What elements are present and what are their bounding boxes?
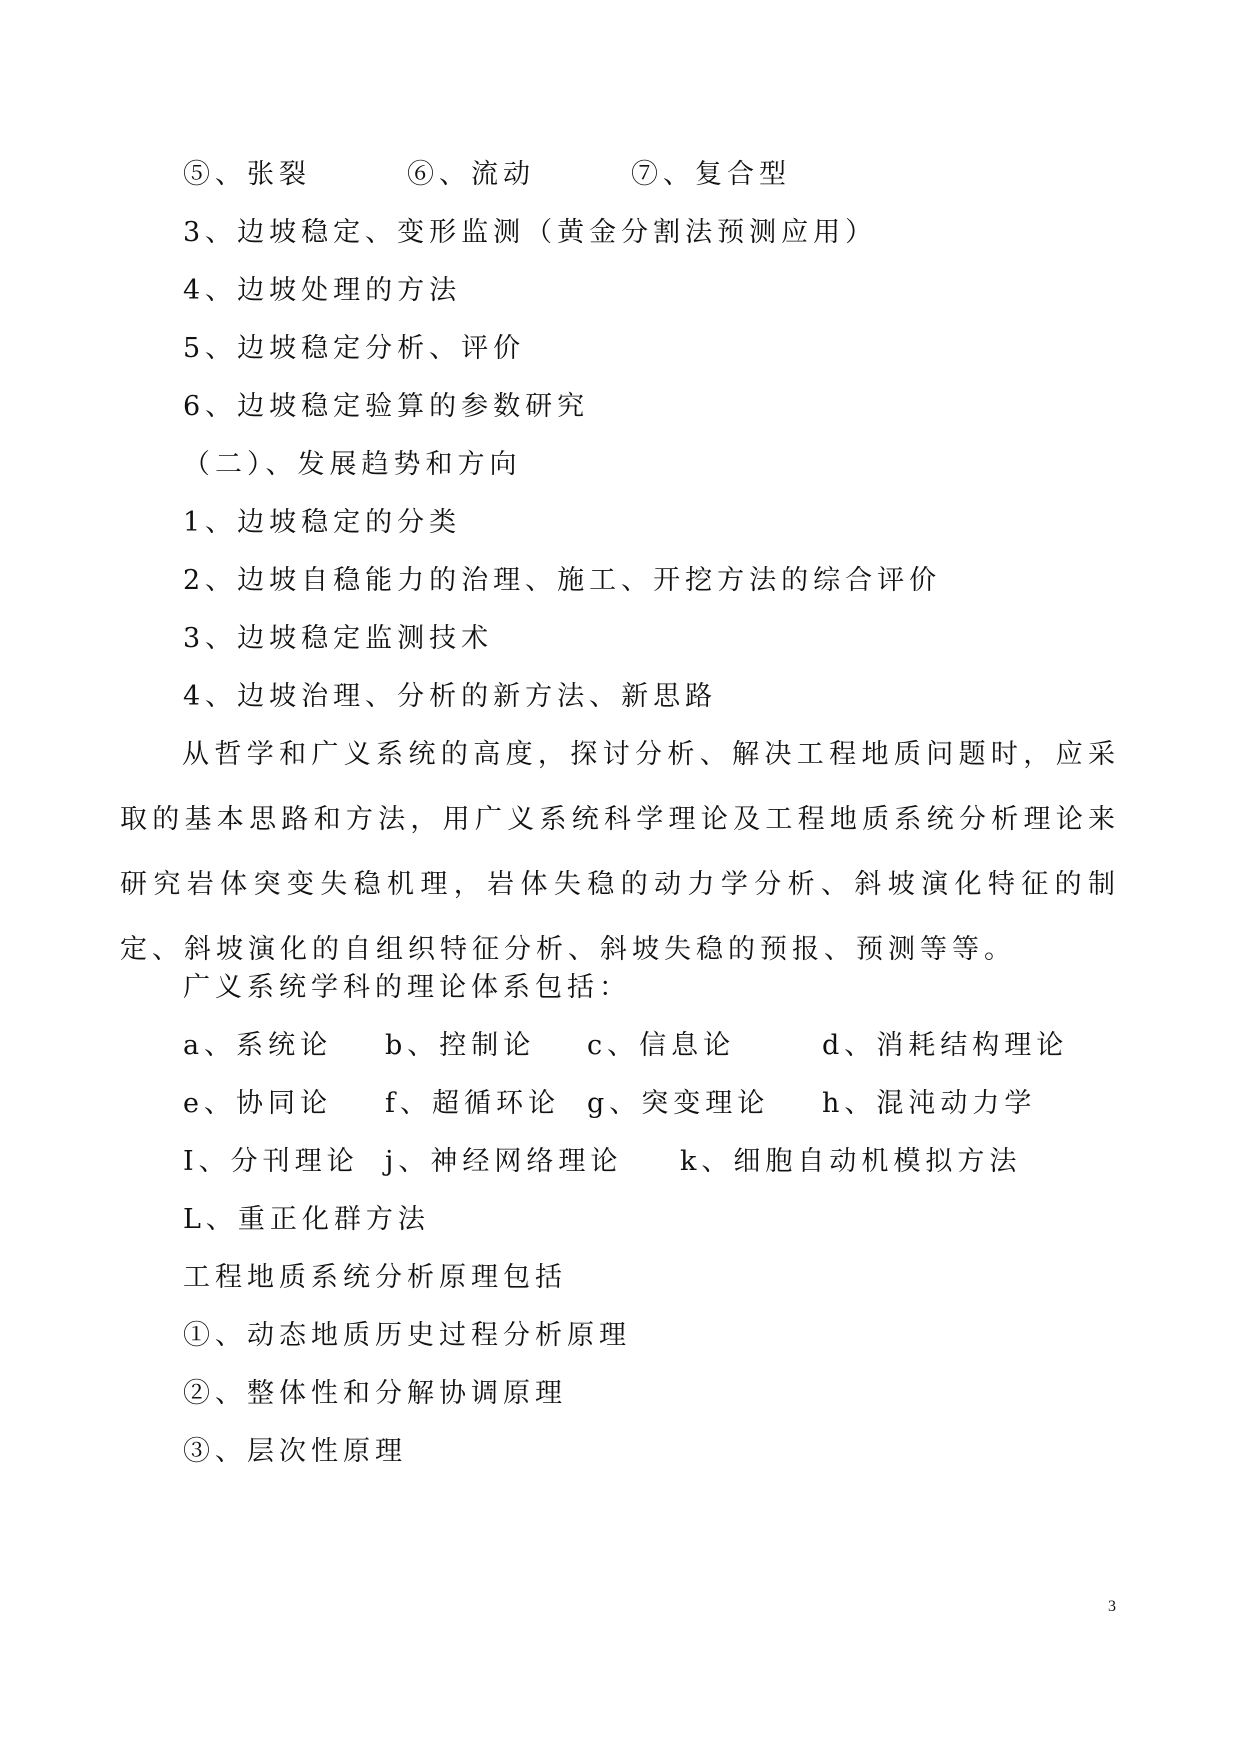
theory-item: d、消耗结构理论 — [822, 1030, 1069, 1061]
theory-item: k、细胞自动机模拟方法 — [680, 1146, 1022, 1177]
theory-item: c、信息论 — [587, 1030, 736, 1061]
theory-item: L、重正化群方法 — [183, 1204, 430, 1235]
paragraph-text: 从哲学和广义系统的高度，探讨分析、解决工程地质问题时，应采取的基本思路和方法，用广义系统科学理论及工程地质系统分析理论来研究岩体突变失稳机理，岩体失稳的动力学分析、斜坡演化特征的制定、斜坡演化的自组织特征分析、斜坡失稳的预报、预测等等。 — [120, 739, 1120, 965]
text-line: 1、边坡稳定的分类 — [183, 507, 462, 538]
theory-item: f、超循环论 — [385, 1088, 560, 1119]
body-paragraph — [120, 722, 1120, 982]
theory-item: e、协同论 — [183, 1088, 332, 1119]
text-line: 4、边坡处理的方法 — [183, 275, 462, 306]
theory-item: b、控制论 — [385, 1030, 536, 1061]
text-line: 3、边坡稳定监测技术 — [183, 623, 494, 654]
text-line: 5、边坡稳定分析、评价 — [183, 333, 526, 364]
theory-item: a、系统论 — [183, 1030, 333, 1061]
principle-heading: 工程地质系统分析原理包括 — [183, 1262, 567, 1293]
theory-item: I、分刊理论 — [183, 1146, 359, 1177]
theory-heading: 广义系统学科的理论体系包括： — [183, 972, 631, 1003]
theory-item: j、神经网络理论 — [385, 1146, 623, 1177]
text-line: 2、边坡自稳能力的治理、施工、开挖方法的综合评价 — [183, 565, 942, 596]
text-line: ⑤、张裂 ⑥、流动 ⑦、复合型 — [183, 159, 791, 190]
text-line: 6、边坡稳定验算的参数研究 — [183, 391, 590, 422]
theory-item: g、突变理论 — [587, 1088, 770, 1119]
principle-item: ①、动态地质历史过程分析原理 — [183, 1320, 631, 1351]
principle-item: ②、整体性和分解协调原理 — [183, 1378, 567, 1409]
section-heading: （二）、发展趋势和方向 — [183, 449, 522, 480]
theory-item: h、混沌动力学 — [822, 1088, 1037, 1119]
page-number: 3 — [1108, 1598, 1116, 1615]
text-line: 4、边坡治理、分析的新方法、新思路 — [183, 681, 718, 712]
text-line: 3、边坡稳定、变形监测（黄金分割法预测应用） — [183, 217, 878, 248]
principle-item: ③、层次性原理 — [183, 1436, 407, 1467]
